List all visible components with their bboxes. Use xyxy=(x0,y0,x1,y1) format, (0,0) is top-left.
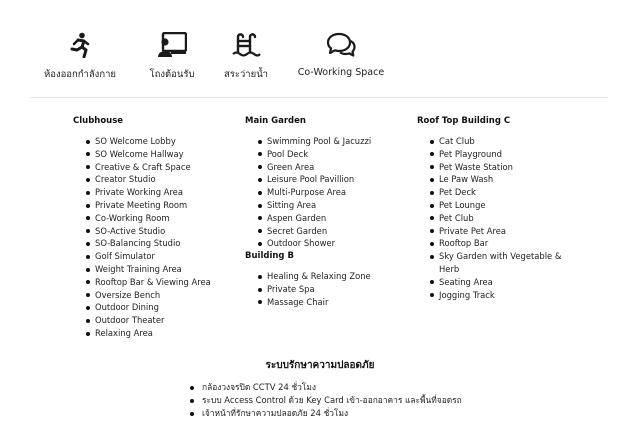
list-item: Private Spa xyxy=(245,283,415,296)
nav-item-gym[interactable] xyxy=(30,30,130,82)
nav-label-coworking: Co-Working Space xyxy=(297,67,385,78)
list-item: Co-Working Room xyxy=(73,212,243,225)
list-item: Outdoor Theater xyxy=(73,314,243,327)
list-item: Pet Playground xyxy=(417,148,577,161)
list-item: SO-Active Studio xyxy=(73,225,243,238)
list-item: SO Welcome Lobby xyxy=(73,135,243,148)
list-item: Private Meeting Room xyxy=(73,199,243,212)
list-item: Pool Deck xyxy=(245,148,415,161)
list-item: Pet Lounge xyxy=(417,199,577,212)
main-garden-column xyxy=(245,116,415,309)
list-item: Private Working Area xyxy=(73,186,243,199)
roof-top-title: Roof Top Building C xyxy=(417,116,511,126)
list-item: Healing & Relaxing Zone xyxy=(245,270,415,283)
nav-label-lobby: โถงต้อนรับ xyxy=(149,69,195,80)
list-item: Relaxing Area xyxy=(73,327,243,340)
list-item: Leisure Pool Pavillion xyxy=(245,173,415,186)
building-b-list xyxy=(245,270,415,308)
list-item: Private Pet Area xyxy=(417,225,577,238)
list-item: Creator Studio xyxy=(73,173,243,186)
list-item: Sky Garden with Vegetable & Herb xyxy=(417,250,577,276)
reception-desk-icon xyxy=(157,32,187,58)
list-item: SO Welcome Hallway xyxy=(73,148,243,161)
list-item: Oversize Bench xyxy=(73,289,243,302)
clubhouse-list xyxy=(73,135,243,340)
list-item: Pet Deck xyxy=(417,186,577,199)
clubhouse-column xyxy=(73,116,243,340)
nav-label-gym: ห้องออกกำลังกาย xyxy=(44,69,116,80)
list-item: Seating Area xyxy=(417,276,577,289)
list-item: Secret Garden xyxy=(245,225,415,238)
roof-top-list xyxy=(417,135,577,301)
section-divider xyxy=(30,97,608,98)
facilities-nav xyxy=(0,30,640,90)
list-item: Weight Training Area xyxy=(73,263,243,276)
security-list xyxy=(190,381,462,420)
list-item: Rooftop Bar & Viewing Area xyxy=(73,276,243,289)
list-item: Green Area xyxy=(245,161,415,174)
roof-top-column xyxy=(417,116,577,301)
main-garden-list xyxy=(245,135,415,250)
list-item: ระบบ Access Control ด้วย Key Card เข้า-ออกอาคาร และพื้นที่จอดรถ xyxy=(190,394,462,407)
list-item: Aspen Garden xyxy=(245,212,415,225)
nav-item-coworking[interactable] xyxy=(291,30,391,78)
list-item: Rooftop Bar xyxy=(417,237,577,250)
list-item: กล้องวงจรปิด CCTV 24 ชั่วโมง xyxy=(190,381,462,394)
chat-bubbles-icon xyxy=(326,32,356,58)
list-item: Sitting Area xyxy=(245,199,415,212)
list-item: Pet Waste Station xyxy=(417,161,577,174)
building-b-title: Building B xyxy=(245,251,294,262)
list-item: Outdoor Shower xyxy=(245,237,415,250)
list-item: Cat Club xyxy=(417,135,577,148)
list-item: Le Paw Wash xyxy=(417,173,577,186)
list-item: SO-Balancing Studio xyxy=(73,237,243,250)
list-item: Jogging Track xyxy=(417,289,577,302)
nav-label-pool: สระว่ายน้ำ xyxy=(223,69,269,80)
nav-item-pool[interactable] xyxy=(196,30,296,82)
swimming-pool-icon xyxy=(231,32,261,58)
main-garden-title: Main Garden xyxy=(245,116,306,126)
list-item: Multi-Purpose Area xyxy=(245,186,415,199)
list-item: Pet Club xyxy=(417,212,577,225)
clubhouse-title: Clubhouse xyxy=(73,116,124,126)
list-item: Swimming Pool & Jacuzzi xyxy=(245,135,415,148)
list-item: Creative & Craft Space xyxy=(73,161,243,174)
list-item: Outdoor Dining xyxy=(73,301,243,314)
list-item: เจ้าหน้าที่รักษาความปลอดภัย 24 ชั่วโมง xyxy=(190,407,462,420)
security-title: ระบบรักษาความปลอดภัย xyxy=(265,360,375,371)
running-person-icon xyxy=(69,32,91,58)
list-item: Massage Chair xyxy=(245,296,415,309)
list-item: Golf Simulator xyxy=(73,250,243,263)
